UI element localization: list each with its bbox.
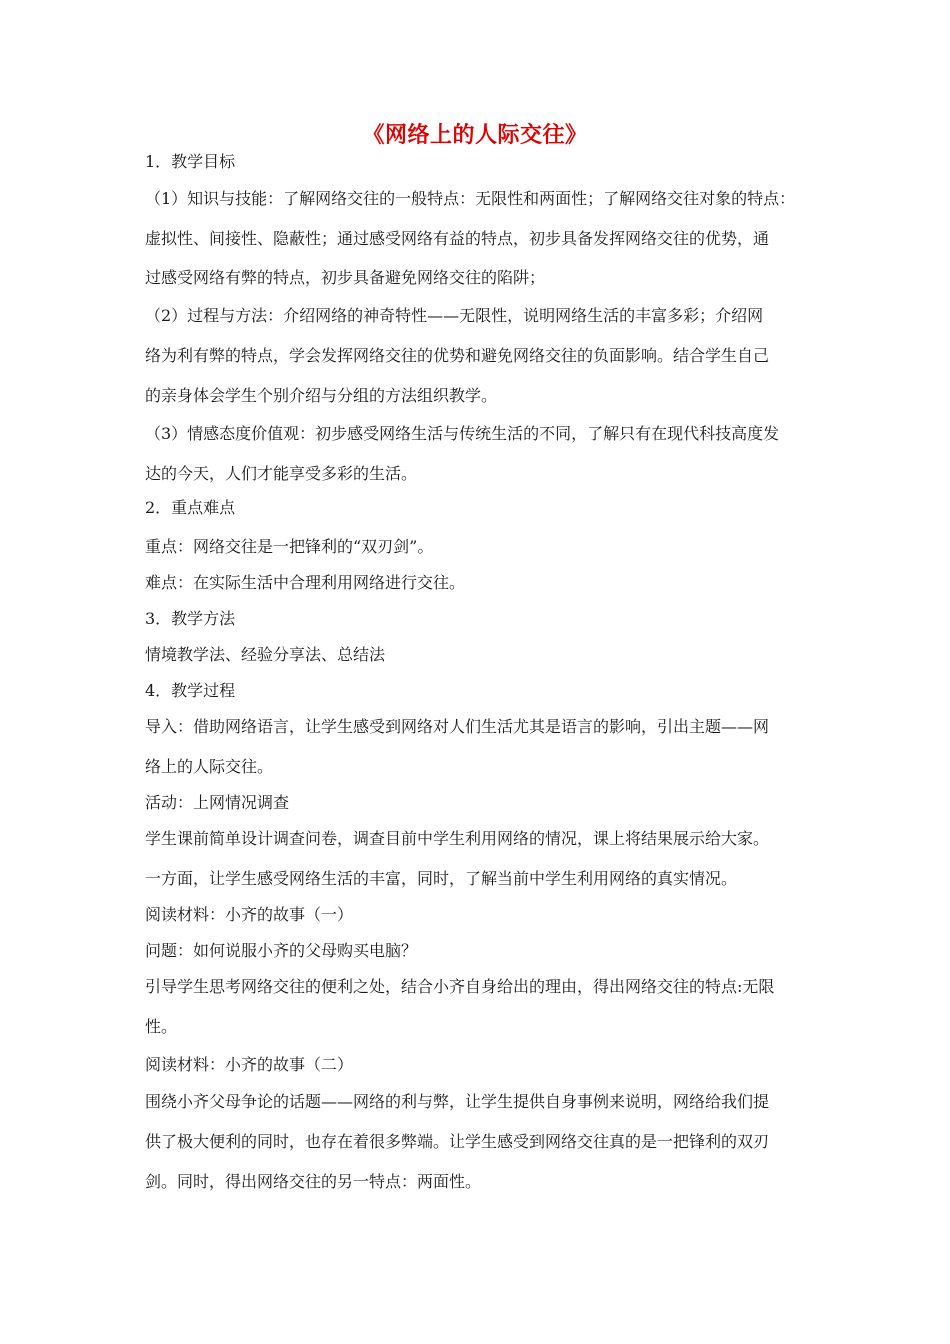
paragraph-line: 的亲身体会学生个别介绍与分组的方法组织教学。 xyxy=(145,386,498,405)
paragraph-line: （3）情感态度价值观：初步感受网络生活与传统生活的不同，了解只有在现代科技高度发 xyxy=(145,424,780,443)
heading-key-points: 2．重点难点 xyxy=(145,498,236,517)
paragraph-line: 情境教学法、经验分享法、总结法 xyxy=(145,645,386,664)
paragraph-line: 围绕小齐父母争论的话题——网络的利与弊，让学生提供自身事例来说明，网络给我们提 xyxy=(145,1092,770,1111)
paragraph-line: 难点：在实际生活中合理利用网络进行交往。 xyxy=(145,573,466,592)
paragraph-line: 阅读材料：小齐的故事（一） xyxy=(145,905,354,924)
paragraph-line: 剑。同时，得出网络交往的另一特点：两面性。 xyxy=(145,1172,482,1191)
paragraph-line: 阅读材料：小齐的故事（二） xyxy=(145,1055,354,1074)
paragraph-line: 络上的人际交往。 xyxy=(145,757,274,776)
paragraph-line: 重点：网络交往是一把锋利的“双刃剑”。 xyxy=(145,537,434,556)
paragraph-line: 性。 xyxy=(145,1017,178,1036)
document-title: 《网络上的人际交往》 xyxy=(362,123,588,148)
paragraph-line: 导入：借助网络语言，让学生感受到网络对人们生活尤其是语言的影响，引出主题——网 xyxy=(145,717,770,736)
heading-teaching-process: 4．教学过程 xyxy=(145,681,236,700)
paragraph-line: 供了极大便利的同时，也存在着很多弊端。让学生感受到网络交往真的是一把锋利的双刃 xyxy=(145,1132,770,1151)
paragraph-line: 问题：如何说服小齐的父母购买电脑？ xyxy=(145,941,418,960)
paragraph-line: 虚拟性、间接性、隐蔽性；通过感受网络有益的特点，初步具备发挥网络交往的优势，通 xyxy=(145,229,770,248)
paragraph-line: （2）过程与方法：介绍网络的神奇特性——无限性，说明网络生活的丰富多彩；介绍网 xyxy=(145,306,764,325)
paragraph-line: 过感受网络有弊的特点，初步具备避免网络交往的陷阱； xyxy=(145,268,546,287)
paragraph-line: 活动：上网情况调查 xyxy=(145,793,290,812)
paragraph-line: 引导学生思考网络交往的便利之处，结合小齐自身给出的理由，得出网络交往的特点:无限 xyxy=(145,977,775,996)
heading-teaching-methods: 3．教学方法 xyxy=(145,609,236,628)
paragraph-line: 一方面，让学生感受网络生活的丰富，同时，了解当前中学生利用网络的真实情况。 xyxy=(145,869,738,888)
paragraph-line: 络为利有弊的特点，学会发挥网络交往的优势和避免网络交往的负面影响。结合学生自己 xyxy=(145,346,770,365)
heading-teaching-goals: 1．教学目标 xyxy=(145,152,236,171)
paragraph-line: 达的今天，人们才能享受多彩的生活。 xyxy=(145,464,418,483)
paragraph-line: 学生课前简单设计调查问卷，调查目前中学生利用网络的情况，课上将结果展示给大家。 xyxy=(145,829,770,848)
paragraph-line: （1）知识与技能：了解网络交往的一般特点：无限性和两面性；了解网络交往对象的特点： xyxy=(145,189,796,208)
